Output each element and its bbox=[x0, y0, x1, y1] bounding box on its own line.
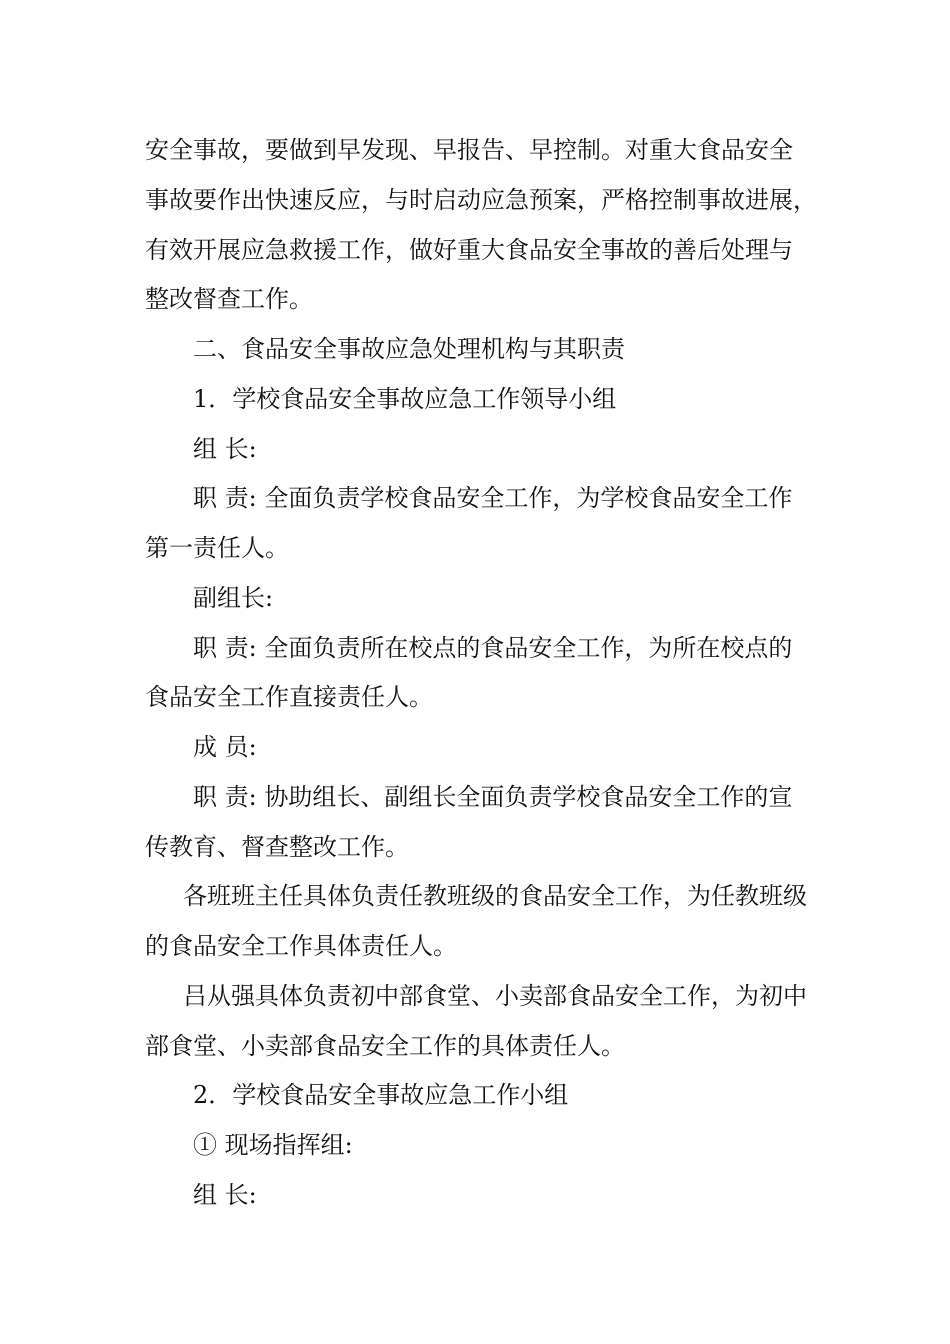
paragraph-line: 安全事故，要做到早发现、早报告、早控制。对重大食品安全 bbox=[145, 136, 793, 164]
paragraph-line: 的食品安全工作具体责任人。 bbox=[145, 932, 457, 960]
paragraph-line: 部食堂、小卖部食品安全工作的具体责任人。 bbox=[145, 1032, 625, 1060]
duty-line-continuation: 传教育、督查整改工作。 bbox=[145, 833, 409, 861]
subsection-heading: 1．学校食品安全事故应急工作领导小组 bbox=[193, 385, 617, 413]
section-heading: 二、食品安全事故应急处理机构与其职责 bbox=[193, 335, 625, 363]
paragraph-line: 有效开展应急救援工作，做好重大食品安全事故的善后处理与 bbox=[145, 236, 793, 264]
paragraph-line: 各班班主任具体负责任教班级的食品安全工作，为任教班级 bbox=[183, 882, 807, 910]
role-label: 组 长: bbox=[193, 435, 257, 463]
paragraph-line: 整改督查工作。 bbox=[145, 285, 313, 313]
paragraph-line: 事故要作出快速反应，与时启动应急预案，严格控制事故进展， bbox=[145, 186, 817, 214]
role-label: 副组长: bbox=[193, 584, 274, 612]
role-label: 成 员: bbox=[193, 733, 257, 761]
duty-line: 职 责: 协助组长、副组长全面负责学校食品安全工作的宣 bbox=[193, 783, 793, 811]
duty-line-continuation: 食品安全工作直接责任人。 bbox=[145, 683, 433, 711]
subsection-heading: 2．学校食品安全事故应急工作小组 bbox=[193, 1081, 569, 1109]
duty-line: 职 责: 全面负责所在校点的食品安全工作，为所在校点的 bbox=[193, 634, 793, 662]
role-label: 组 长: bbox=[193, 1181, 257, 1209]
group-heading: ① 现场指挥组: bbox=[193, 1131, 353, 1159]
duty-line-continuation: 第一责任人。 bbox=[145, 534, 289, 562]
paragraph-line: 吕从强具体负责初中部食堂、小卖部食品安全工作，为初中 bbox=[183, 982, 807, 1010]
duty-line: 职 责: 全面负责学校食品安全工作，为学校食品安全工作 bbox=[193, 484, 793, 512]
